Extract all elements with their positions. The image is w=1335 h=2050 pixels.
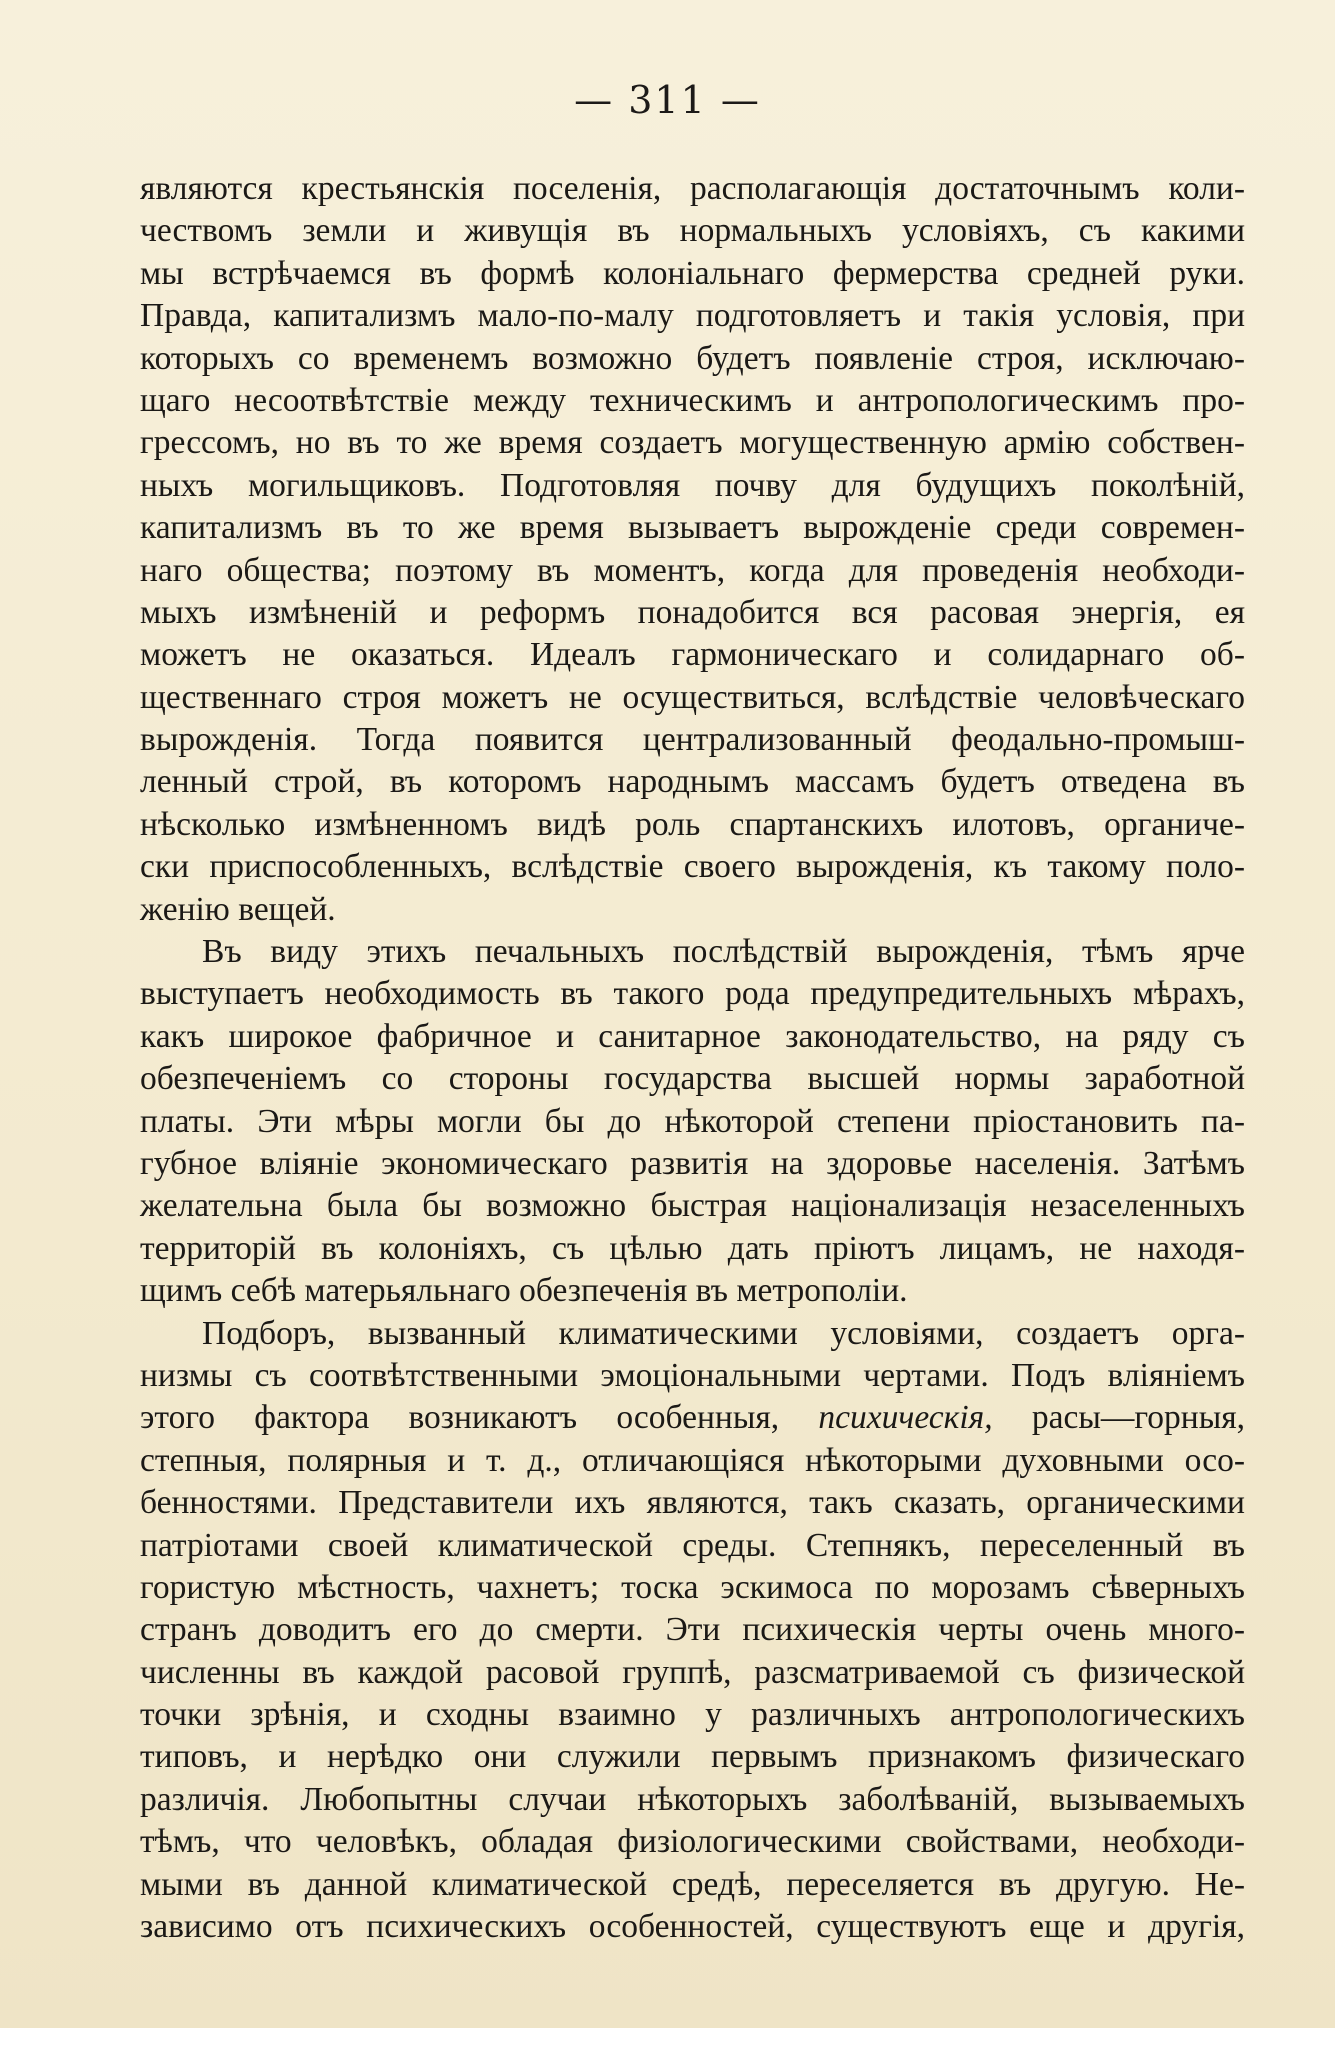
- italic-term: психическія,: [818, 1399, 993, 1437]
- text-line: бенностями. Представители ихъ являются, такъ сказать, органическими: [140, 1484, 1245, 1522]
- text-line: типовъ, и нерѣдко они служили первымъ признакомъ физическаго: [140, 1738, 1245, 1776]
- text-line: нѣсколько измѣненномъ видѣ роль спартанскихъ илотовъ, органиче-: [140, 805, 1245, 843]
- text-line: территорій въ колоніяхъ, съ цѣлью дать пріютъ лицамъ, не находя-: [140, 1229, 1245, 1267]
- text-line: ски приспособленныхъ, вслѣдствіе своего вырожденія, къ такому поло-: [140, 848, 1245, 886]
- text-line: щимъ себѣ матерьяльнаго обезпеченія въ метрополіи.: [140, 1272, 908, 1310]
- text-line: странъ доводитъ его до смерти. Эти психическія черты очень много-: [140, 1611, 1245, 1649]
- text-line: Въ виду этихъ печальныхъ послѣдствій вырожденія, тѣмъ ярче: [202, 933, 1245, 971]
- text-line: гористую мѣстность, чахнетъ; тоска эскимоса по морозамъ сѣверныхъ: [140, 1568, 1245, 1606]
- text-line: мыми въ данной климатической средѣ, переселяется въ другую. Не-: [140, 1865, 1245, 1903]
- text-line: желательна была бы возможно быстрая націонализація незаселенныхъ: [140, 1187, 1245, 1225]
- text-line: тѣмъ, что человѣкъ, обладая физіологическими свойствами, необходи-: [140, 1823, 1245, 1861]
- page-number: — 311 —: [574, 78, 761, 122]
- paragraph-3: [140, 1313, 1245, 1949]
- text-line: низмы съ соотвѣтственными эмоціональными чертами. Подъ вліяніемъ: [140, 1356, 1245, 1394]
- text-segment: расы—горныя,: [992, 1399, 1245, 1437]
- text-line: мыхъ измѣненій и реформъ понадобится вся расовая энергія, ея: [140, 593, 1245, 631]
- text-line: ленный строй, въ которомъ народнымъ массамъ будетъ отведена въ: [140, 763, 1245, 801]
- text-line: ныхъ могильщиковъ. Подготовляя почву для будущихъ поколѣній,: [140, 466, 1245, 504]
- text-line: патріотами своей климатической среды. Степнякъ, переселенный въ: [140, 1526, 1245, 1564]
- scan-edge: [0, 2028, 1335, 2050]
- text-line: являются крестьянскія поселенія, располагающія достаточнымъ коли-: [140, 170, 1245, 207]
- text-line: наго общества; поэтому въ моментъ, когда для проведенія необходи-: [140, 551, 1245, 589]
- text-line: платы. Эти мѣры могли бы до нѣкоторой степени пріостановить па-: [140, 1102, 1245, 1140]
- text-line: точки зрѣнія, и сходны взаимно у различныхъ антропологическихъ: [140, 1696, 1245, 1734]
- text-line: зависимо отъ психическихъ особенностей, существуютъ еще и другія,: [140, 1908, 1245, 1946]
- text-segment: этого фактора возникаютъ особенныя,: [140, 1399, 819, 1437]
- paragraph-1: [140, 168, 1245, 931]
- text-line: выступаетъ необходимость въ такого рода предупредительныхъ мѣрахъ,: [140, 975, 1245, 1013]
- text-line: чествомъ земли и живущія въ нормальныхъ условіяхъ, съ какими: [140, 212, 1245, 250]
- text-line: капитализмъ въ то же время вызываетъ вырожденіе среди современ-: [140, 509, 1245, 547]
- text-line: различія. Любопытны случаи нѣкоторыхъ заболѣваній, вызываемыхъ: [140, 1780, 1245, 1818]
- text-line: Подборъ, вызванный климатическими условіями, создаетъ орга-: [202, 1314, 1245, 1352]
- text-line: обезпеченіемъ со стороны государства высшей нормы заработной: [140, 1060, 1245, 1098]
- text-line: Правда, капитализмъ мало-по-малу подготовляетъ и такія условія, при: [140, 297, 1245, 335]
- body-text: [140, 168, 1245, 1948]
- text-line: женію вещей.: [140, 890, 336, 928]
- text-line-mixed: [140, 1397, 1245, 1439]
- text-line: степныя, полярныя и т. д., отличающіяся нѣкоторыми духовными осо-: [140, 1441, 1245, 1479]
- text-line: губное вліяніе экономическаго развитія на здоровье населенія. Затѣмъ: [140, 1144, 1245, 1182]
- text-line: вырожденія. Тогда появится централизованный феодально-промыш-: [140, 721, 1245, 759]
- text-line: мы встрѣчаемся въ формѣ колоніальнаго фермерства средней руки.: [140, 254, 1245, 292]
- text-line: численны въ каждой расовой группѣ, разсматриваемой съ физической: [140, 1653, 1245, 1691]
- text-line: щаго несоотвѣтствіе между техническимъ и антропологическимъ про-: [140, 381, 1245, 419]
- paragraph-2: [140, 931, 1245, 1313]
- text-line: щественнаго строя можетъ не осуществиться, вслѣдствіе человѣческаго: [140, 678, 1245, 716]
- text-line: можетъ не оказаться. Идеалъ гармоническаго и солидарнаго об-: [140, 636, 1245, 674]
- text-line: грессомъ, но въ то же время создаетъ могущественную армію собствен-: [140, 424, 1245, 462]
- text-line: которыхъ со временемъ возможно будетъ появленіе строя, исключаю-: [140, 339, 1245, 377]
- text-line: какъ широкое фабричное и санитарное законодательство, на ряду съ: [140, 1017, 1245, 1055]
